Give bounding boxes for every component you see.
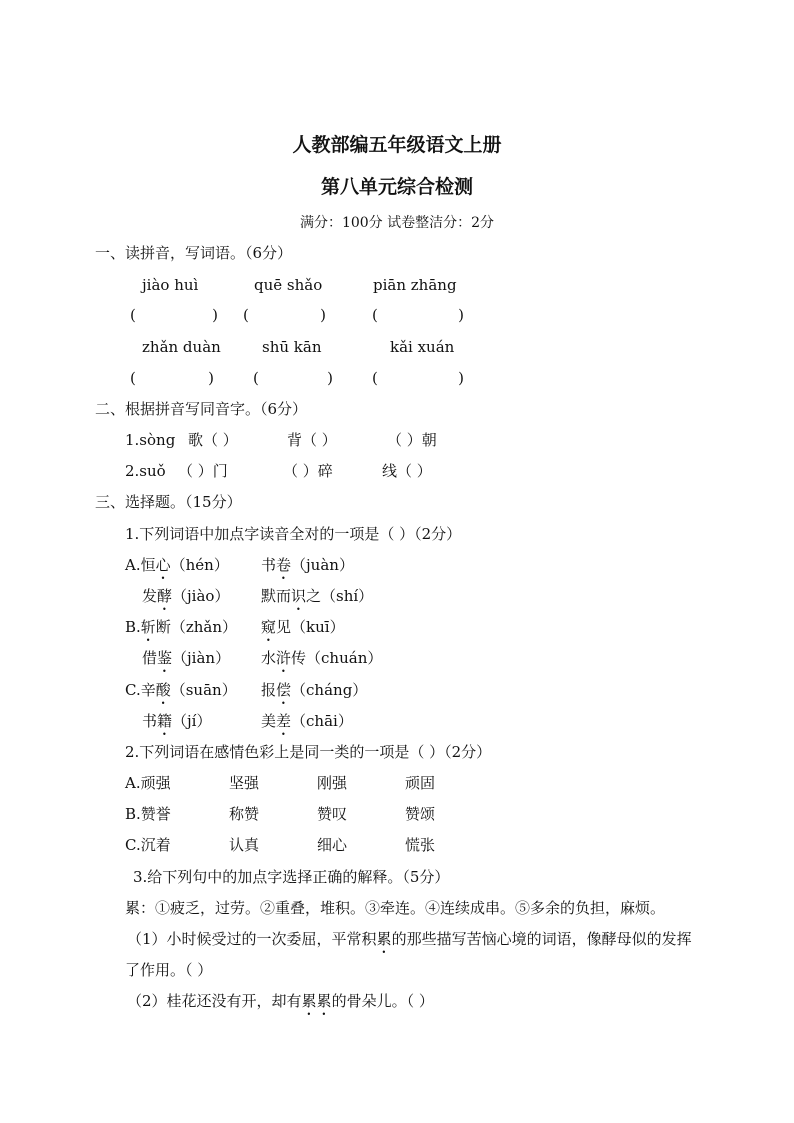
page-title: 人教部编五年级语文上册 [292, 134, 502, 156]
q1-blank-a[interactable]: 歌（ ） [188, 431, 238, 449]
pinyin-4: zhǎn duàn [142, 338, 221, 356]
option-a-word-3: 发酵（jiào） [142, 587, 230, 605]
q2-label: 2.suǒ [125, 462, 166, 480]
option-c-4: 慌张 [405, 836, 436, 854]
q3-3-stem: 3.给下列句中的加点字选择正确的解释。（5分） [133, 868, 450, 886]
pinyin-6: kǎi xuán [390, 338, 455, 356]
option-b-word-1: B.斩断（zhǎn） [125, 618, 237, 636]
pinyin-3: piān zhāng [373, 276, 457, 294]
q2-blank-b[interactable]: （ ）碎 [283, 462, 333, 480]
option-c-1: C.沉着 [125, 836, 171, 854]
pinyin-2: quē shǎo [254, 276, 323, 294]
pinyin-5: shū kān [262, 338, 322, 356]
option-b-word-2: 窥见（kuī） [261, 618, 345, 636]
option-b-3: 赞叹 [317, 805, 348, 823]
sentence-2[interactable]: （2）桂花还没有开，却有累累的骨朵儿。（ ） [127, 992, 434, 1010]
sentence-1: （1）小时候受过的一次委屈，平常积累的那些描写苦恼心境的词语，像酵母似的发挥 [127, 930, 692, 948]
q1-label: 1.sòng [125, 431, 176, 449]
option-c-word-4: 美差（chāi） [261, 712, 353, 730]
option-b-4: 赞颂 [405, 805, 436, 823]
score-line: 满分：100分 试卷整洁分：2分 [299, 215, 495, 231]
option-b-word-3: 借鉴（jiàn） [142, 649, 231, 667]
option-c-3: 细心 [317, 836, 348, 854]
q3-1-stem: 1.下列词语中加点字读音全对的一项是（ ）（2分） [125, 525, 462, 543]
option-a-4: 顽固 [405, 774, 436, 792]
option-a-3: 刚强 [317, 774, 348, 792]
option-a-word-2: 书卷（juàn） [261, 556, 354, 574]
option-c-word-2: 报偿（cháng） [261, 681, 368, 699]
definition-line: 累：①疲乏，过劳。②重叠，堆积。③牵连。④连续成串。⑤多余的负担，麻烦。 [125, 899, 666, 917]
option-b-1: B.赞誉 [125, 805, 171, 823]
option-a-1: A.顽强 [125, 774, 171, 792]
option-b-2: 称赞 [229, 805, 260, 823]
option-c-2: 认真 [229, 836, 260, 854]
option-c-word-1: C.辛酸（suān） [125, 681, 237, 699]
option-b-word-4: 水浒传（chuán） [261, 649, 383, 667]
q2-blank-a[interactable]: （ ）门 [178, 462, 228, 480]
section2-heading: 二、根据拼音写同音字。（6分） [95, 400, 308, 418]
q1-blank-b[interactable]: 背（ ） [287, 431, 337, 449]
option-a-word-4: 默而识之（shí） [261, 587, 374, 605]
section1-heading: 一、读拼音，写词语。（6分） [95, 244, 293, 262]
pinyin-1: jiào huì [142, 276, 199, 294]
option-a-2: 坚强 [229, 774, 260, 792]
section3-heading: 三、选择题。（15分） [95, 493, 242, 511]
q3-2-stem: 2.下列词语在感情色彩上是同一类的一项是（ ）（2分） [125, 743, 492, 761]
option-c-word-3: 书籍（jí） [142, 712, 212, 730]
q1-blank-c[interactable]: （ ）朝 [387, 431, 437, 449]
page-subtitle: 第八单元综合检测 [320, 176, 473, 198]
q2-blank-c[interactable]: 线（ ） [382, 462, 432, 480]
option-a-word-1: A.恒心（hén） [125, 556, 229, 574]
sentence-1-continued[interactable]: 了作用。（ ） [125, 961, 213, 979]
